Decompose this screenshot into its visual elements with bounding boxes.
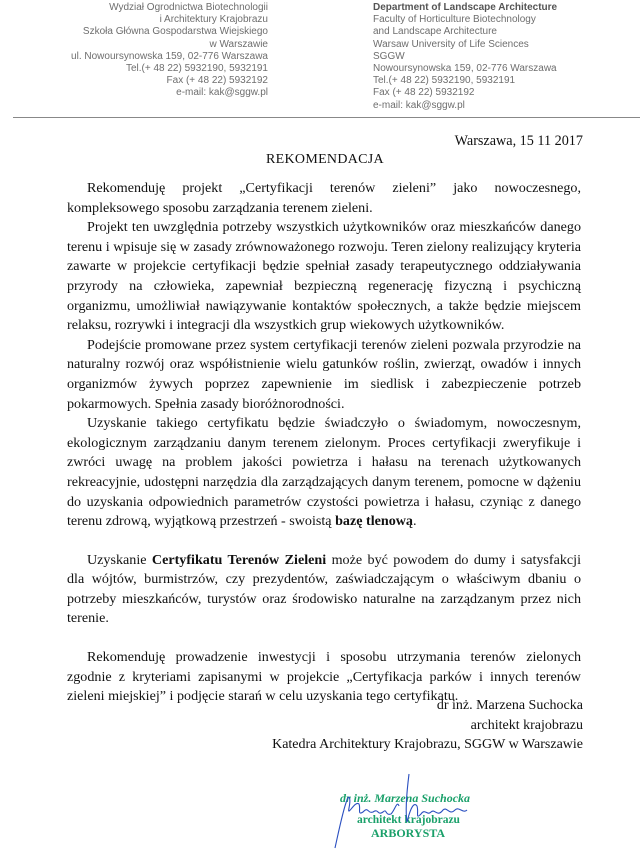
letterhead-line: e-mail: kak@sggw.pl [373, 99, 465, 111]
letterhead-line: ul. Nowoursynowska 159, 02-776 Warszawa [71, 50, 268, 62]
letterhead-line: SGGW [373, 50, 405, 62]
letterhead-english [373, 2, 633, 112]
letterhead-divider [13, 117, 323, 118]
signature-block [272, 696, 583, 755]
letterhead-line: and Landscape Architecture [373, 26, 497, 38]
letterhead-line: Fax (+ 48 22) 5932192 [166, 75, 268, 87]
paragraph [67, 414, 581, 532]
signatory-name: dr inż. Marzena Suchocka [436, 698, 583, 713]
letterhead-line: Nowoursynowska 159, 02-776 Warszawa [373, 63, 557, 75]
letterhead-divider [320, 117, 640, 118]
paragraph-text: Uzyskanie takiego certyfikatu będzie świadczyło o świadomym, nowoczesnym, ekologicznym zarządzaniu danym terenem zielonym. Proces certyfikacji zweryfikuje i zwróci uwagę na problem jakości powietrza i hałasu na terenach użytkowanych rekreacyjnie, udostępni narzędzia dla zarządzających danym terenem, pomocne w dążeniu do uzyskania odpowiednich parametrów czystości powietrza i hałasu, czyniąc z danego terenu zdrową, wyjątkową przestrzeń - swoistą [67, 415, 581, 530]
letterhead-line: Wydział Ogrodnictwa Biotechnologii [109, 2, 268, 13]
paragraph-text: Uzyskanie [87, 551, 152, 568]
paragraph-text: może być powodem do dumy i satysfakcji dla wójtów, burmistrzów, czy prezydentów, zaświadczającym o właściwym dbaniu o potrzeby mieszkańców, turystów oraz środowisko naturalne na zarządzanym przez nich terenie. [67, 551, 581, 627]
signatory-affiliation: Katedra Architektury Krajobrazu, SGGW w Warszawie [272, 737, 583, 753]
paragraph: Rekomenduję prowadzenie inwestycji i sposobu utrzymania terenów zielonych zgodnie z kryteriami zapisanymi w projekcie „Certyfikacja parków i innych terenów zieleni miejskiej” i podjęcie starań w celu uzyskania tego certyfikatu. [67, 649, 581, 705]
paragraph-text: . [412, 513, 417, 530]
letterhead-polish [0, 2, 268, 100]
paragraph: Projekt ten uwzględnia potrzeby wszystkich użytkowników oraz mieszkańców danego terenu i wpisuje się w zasady zrównoważonego rozwoju. Teren zielony realizujący kryteria zawarte w projekcie certyfikacji będzie spełniał zasady terapeutycznego oddziaływania przyrody na człowieka, zapewniał bezpieczną regenerację fizyczną i psychiczną organizmu, umożliwiał nawiązywanie kontaktów społecznych, a także będzie miejscem relaksu, rozrywki i integracji dla wszystkich grup wiekowych użytkowników. [67, 219, 581, 334]
paragraph: Podejście promowane przez system certyfikacji terenów zieleni pozwala przyrodzie na naturalny rozwój oraz współistnienie wielu gatunków roślin, zwierząt, owadów i innych organizmów żywych poprzez zapewnienie im siedlisk i zabezpieczenie potrzeb pokarmowych. Spełnia zasady bioróżnorodności. [67, 336, 581, 412]
stamp-line: architekt krajobrazu [357, 814, 460, 826]
handwritten-signature [325, 770, 525, 850]
letter-date: Warszawa, 15 11 2017 [454, 133, 583, 149]
bold-phrase: bazę tlenową [335, 513, 413, 530]
letterhead-line: Fax (+ 48 22) 5932192 [373, 87, 475, 99]
letterhead-line: Szkoła Główna Gospodarstwa Wiejskiego [82, 26, 268, 38]
letter-body [67, 179, 581, 707]
stamp-with-signature [325, 770, 525, 850]
letterhead-line: i Architektury Krajobrazu [159, 14, 268, 26]
letterhead-line: w Warszawie [209, 38, 268, 50]
letter-title: REKOMENDACJA [266, 152, 384, 167]
letterhead-line: Warsaw University of Life Sciences [373, 38, 529, 50]
letterhead-department-title: Department of Landscape Architecture [373, 2, 558, 13]
paragraph: Rekomenduję projekt „Certyfikacji terenów zieleni” jako nowoczesnego, kompleksowego sposobu zarządzania terenem zieleni. [67, 180, 581, 216]
bold-phrase: Certyfikatu Terenów Zieleni [151, 551, 327, 568]
stamp-line: ARBORYSTA [371, 826, 446, 840]
stamp-line: dr inż. Marzena Suchocka [340, 791, 471, 805]
letterhead-line: Tel.(+ 48 22) 5932190, 5932191 [125, 63, 268, 75]
signatory-role: architekt krajobrazu [470, 717, 583, 733]
paragraph [67, 551, 581, 629]
letterhead-line: e-mail: kak@sggw.pl [176, 87, 268, 99]
letterhead-line: Faculty of Horticulture Biotechnology [373, 14, 536, 26]
letterhead-line: Tel.(+ 48 22) 5932190, 5932191 [373, 75, 516, 87]
